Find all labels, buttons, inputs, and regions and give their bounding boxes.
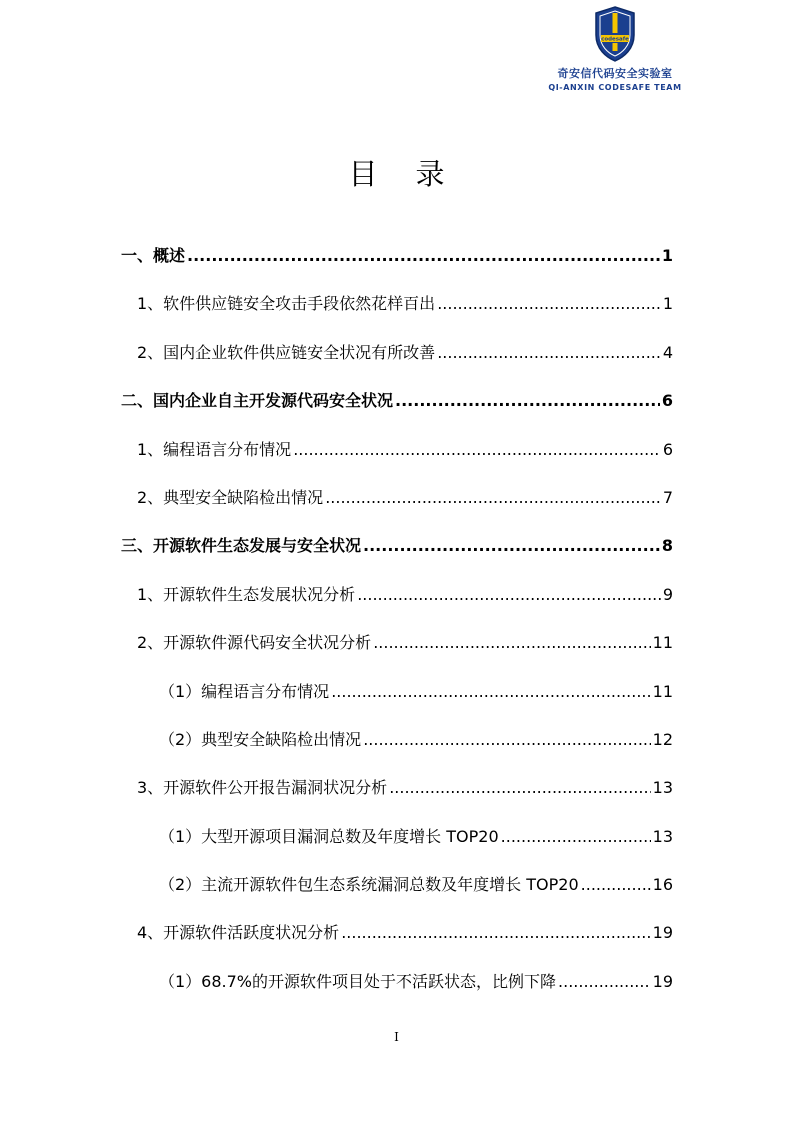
toc-entry-label: 三、开源软件生态发展与安全状况 [121, 536, 362, 556]
toc-entry-page: 13 [652, 778, 673, 798]
toc-entry[interactable] [121, 775, 673, 823]
toc-entry[interactable] [121, 969, 673, 1017]
toc-entry[interactable] [121, 582, 673, 630]
toc-entry-label: 1、编程语言分布情况 [137, 439, 292, 459]
toc-entry-label: （1）68.7%的开源软件项目处于不活跃状态，比例下降 [159, 971, 557, 991]
logo-text: codesafe [601, 36, 629, 43]
toc-leader-dots [389, 778, 650, 797]
toc-entry-page: 7 [662, 487, 673, 507]
toc-entry[interactable] [121, 485, 673, 533]
page-header [540, 5, 690, 92]
toc-entry-label: （2）主流开源软件包生态系统漏洞总数及年度增长 TOP20 [159, 875, 579, 895]
toc-entry-page: 13 [652, 826, 673, 846]
toc-leader-dots [293, 440, 661, 459]
toc-entry-label: 1、开源软件生态发展状况分析 [137, 584, 356, 604]
toc-leader-dots [341, 923, 650, 942]
toc-leader-dots [331, 682, 650, 701]
toc-entry-page: 9 [662, 584, 673, 604]
toc-entry[interactable] [121, 630, 673, 678]
toc-leader-dots [501, 827, 651, 846]
toc-entry-page: 11 [652, 681, 673, 701]
toc-leader-dots [325, 488, 661, 507]
toc-entry[interactable] [121, 533, 673, 581]
toc-entry-page: 19 [652, 971, 673, 991]
toc-entry-label: （1）编程语言分布情况 [159, 681, 330, 701]
toc-entry-label: 2、开源软件源代码安全状况分析 [137, 633, 372, 653]
toc-leader-dots [363, 730, 650, 749]
brand-name-cn: 奇安信代码安全实验室 [557, 67, 673, 80]
toc-entry-page: 1 [661, 246, 673, 265]
toc-entry[interactable] [121, 727, 673, 775]
toc-entry[interactable] [121, 920, 673, 968]
toc-entry-page: 6 [661, 391, 673, 411]
toc-entry-label: 一、概述 [121, 246, 186, 265]
toc-entry-page: 1 [662, 294, 673, 314]
toc-leader-dots [558, 972, 651, 991]
toc-entry-page: 4 [662, 342, 673, 362]
toc-entry-page: 19 [652, 923, 673, 943]
toc-entry[interactable] [121, 872, 673, 920]
page-number: I [394, 1030, 399, 1044]
toc-entry[interactable] [121, 388, 673, 436]
codesafe-shield-logo-icon [593, 5, 637, 63]
toc-leader-dots [373, 633, 650, 652]
table-of-contents [121, 243, 673, 1017]
toc-leader-dots [395, 391, 660, 410]
toc-entry-label: 2、典型安全缺陷检出情况 [137, 487, 324, 507]
toc-entry-label: 4、开源软件活跃度状况分析 [137, 923, 340, 943]
toc-entry[interactable] [121, 679, 673, 727]
toc-leader-dots [357, 585, 661, 604]
toc-entry-page: 12 [652, 729, 673, 749]
toc-leader-dots [363, 536, 660, 555]
toc-leader-dots [187, 246, 660, 265]
toc-entry[interactable] [121, 243, 673, 291]
page-title: 目录 [348, 157, 483, 191]
toc-entry-label: 1、软件供应链安全攻击手段依然花样百出 [137, 294, 436, 314]
toc-entry[interactable] [121, 340, 673, 388]
toc-entry[interactable] [121, 291, 673, 339]
toc-entry[interactable] [121, 437, 673, 485]
toc-leader-dots [437, 294, 661, 313]
toc-entry-page: 6 [662, 439, 673, 459]
toc-leader-dots [581, 875, 651, 894]
toc-entry-label: （1）大型开源项目漏洞总数及年度增长 TOP20 [159, 826, 499, 846]
toc-entry-label: 二、国内企业自主开发源代码安全状况 [121, 391, 394, 411]
toc-entry-page: 11 [652, 633, 673, 653]
toc-leader-dots [437, 343, 661, 362]
toc-entry-label: （2）典型安全缺陷检出情况 [159, 729, 362, 749]
brand-name-en: QI-ANXIN CODESAFE TEAM [548, 83, 682, 92]
toc-entry-page: 16 [652, 875, 673, 895]
toc-entry-page: 8 [661, 536, 673, 556]
toc-entry-label: 2、国内企业软件供应链安全状况有所改善 [137, 342, 436, 362]
toc-entry-label: 3、开源软件公开报告漏洞状况分析 [137, 778, 388, 798]
toc-entry[interactable] [121, 824, 673, 872]
